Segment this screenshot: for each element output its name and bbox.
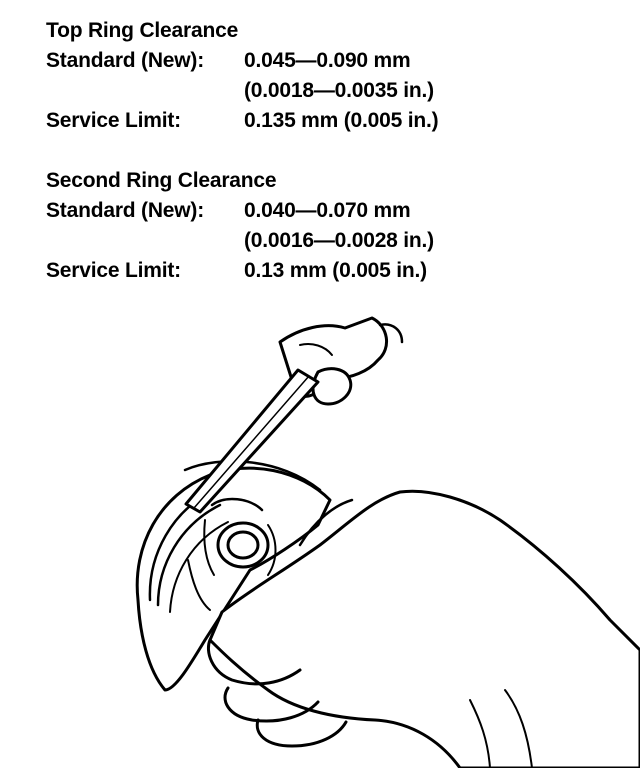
top-ring-limit-label: Service Limit: [46,109,181,132]
second-ring-standard-mm: 0.040—0.070 mm [244,199,411,222]
second-ring-heading: Second Ring Clearance [46,169,277,192]
top-ring-heading: Top Ring Clearance [46,19,239,42]
top-ring-standard-mm: 0.045—0.090 mm [244,49,411,72]
second-ring-standard-label: Standard (New): [46,199,205,222]
piston-ring-measurement-illustration [110,300,640,768]
top-ring-standard-in: (0.0018—0.0035 in.) [244,79,434,102]
second-ring-standard-in: (0.0016—0.0028 in.) [244,229,434,252]
top-ring-standard-label: Standard (New): [46,49,205,72]
second-ring-limit-value: 0.13 mm (0.005 in.) [244,259,427,282]
second-ring-limit-label: Service Limit: [46,259,181,282]
top-ring-limit-value: 0.135 mm (0.005 in.) [244,109,439,132]
